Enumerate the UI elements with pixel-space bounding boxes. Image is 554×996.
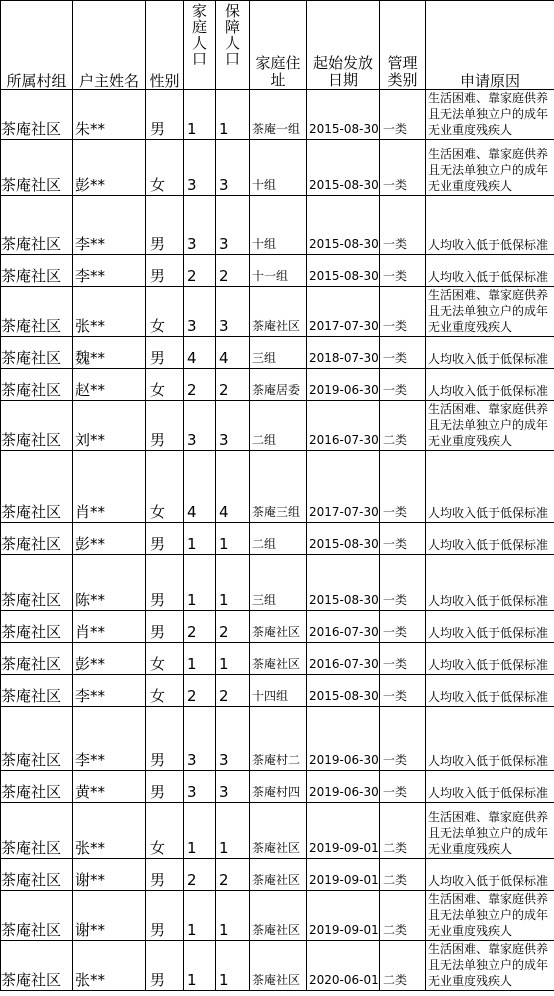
gender-cell: 男 (146, 90, 184, 140)
village-cell: 茶庵社区 (1, 859, 73, 891)
householder-cell: 肖** (73, 611, 146, 643)
table-row (1, 287, 554, 337)
gender-cell: 女 (146, 803, 184, 859)
householder-cell: 魏** (73, 337, 146, 369)
village-cell: 茶庵社区 (1, 523, 73, 555)
header-family-size: 家庭人口 (184, 1, 216, 90)
village-cell: 茶庵社区 (1, 675, 73, 707)
gender-cell: 男 (146, 196, 184, 255)
mgmt-class-cell: 二类 (380, 401, 426, 451)
header-row (1, 1, 554, 90)
start-date-cell: 2015-08-30 (307, 555, 380, 611)
insured-size-cell: 1 (216, 643, 250, 675)
village-cell: 茶庵社区 (1, 255, 73, 287)
family-size-cell: 3 (184, 196, 216, 255)
insured-size-cell: 2 (216, 859, 250, 891)
householder-cell: 彭** (73, 643, 146, 675)
insured-size-cell: 2 (216, 255, 250, 287)
header-mgmt-class: 管理类别 (380, 1, 426, 90)
householder-cell: 谢** (73, 859, 146, 891)
table-row (1, 337, 554, 369)
mgmt-class-cell: 一类 (380, 643, 426, 675)
insured-size-cell: 1 (216, 941, 250, 991)
mgmt-class-cell: 一类 (380, 140, 426, 196)
table-row (1, 859, 554, 891)
householder-cell: 李** (73, 255, 146, 287)
address-cell: 茶庵一组 (250, 90, 307, 140)
gender-cell: 男 (146, 255, 184, 287)
village-cell: 茶庵社区 (1, 611, 73, 643)
address-cell: 十四组 (250, 675, 307, 707)
village-cell: 茶庵社区 (1, 140, 73, 196)
start-date-cell: 2015-08-30 (307, 196, 380, 255)
insured-size-cell: 4 (216, 337, 250, 369)
start-date-cell: 2019-09-01 (307, 859, 380, 891)
mgmt-class-cell: 一类 (380, 287, 426, 337)
address-cell: 二组 (250, 401, 307, 451)
insured-size-cell: 1 (216, 803, 250, 859)
mgmt-class-cell: 一类 (380, 675, 426, 707)
insured-size-cell: 4 (216, 451, 250, 523)
family-size-cell: 2 (184, 611, 216, 643)
table-row (1, 196, 554, 255)
header-reason: 申请原因 (426, 1, 554, 90)
gender-cell: 女 (146, 287, 184, 337)
village-cell: 茶庵社区 (1, 451, 73, 523)
table-row (1, 941, 554, 991)
reason-cell: 人均收入低于低保标准 (426, 337, 554, 369)
village-cell: 茶庵社区 (1, 555, 73, 611)
village-cell: 茶庵社区 (1, 401, 73, 451)
family-size-cell: 2 (184, 859, 216, 891)
insured-size-cell: 3 (216, 140, 250, 196)
reason-cell: 人均收入低于低保标准 (426, 451, 554, 523)
start-date-cell: 2019-06-30 (307, 369, 380, 401)
insured-size-cell: 1 (216, 891, 250, 941)
householder-cell: 彭** (73, 140, 146, 196)
table-row (1, 891, 554, 941)
header-start-date: 起始发放日期 (307, 1, 380, 90)
address-cell: 茶庵社区 (250, 859, 307, 891)
insured-size-cell: 1 (216, 523, 250, 555)
table-row (1, 803, 554, 859)
reason-cell: 生活困难、靠家庭供养且无法单独立户的成年无业重度残疾人 (426, 803, 554, 859)
mgmt-class-cell: 一类 (380, 555, 426, 611)
reason-cell: 人均收入低于低保标准 (426, 643, 554, 675)
address-cell: 十组 (250, 196, 307, 255)
start-date-cell: 2016-07-30 (307, 401, 380, 451)
family-size-cell: 1 (184, 555, 216, 611)
village-cell: 茶庵社区 (1, 369, 73, 401)
table-row (1, 369, 554, 401)
table-row (1, 90, 554, 140)
family-size-cell: 1 (184, 803, 216, 859)
start-date-cell: 2015-08-30 (307, 675, 380, 707)
gender-cell: 男 (146, 555, 184, 611)
reason-cell: 人均收入低于低保标准 (426, 369, 554, 401)
mgmt-class-cell: 一类 (380, 451, 426, 523)
header-village: 所属村组 (1, 1, 73, 90)
header-gender: 性别 (146, 1, 184, 90)
gender-cell: 女 (146, 451, 184, 523)
table-row (1, 611, 554, 643)
address-cell: 十组 (250, 140, 307, 196)
reason-cell: 人均收入低于低保标准 (426, 771, 554, 803)
table-row (1, 643, 554, 675)
family-size-cell: 1 (184, 941, 216, 991)
address-cell: 茶庵社区 (250, 941, 307, 991)
address-cell: 茶庵村二 (250, 707, 307, 771)
table-row (1, 771, 554, 803)
start-date-cell: 2015-08-30 (307, 523, 380, 555)
village-cell: 茶庵社区 (1, 941, 73, 991)
address-cell: 三组 (250, 555, 307, 611)
mgmt-class-cell: 二类 (380, 941, 426, 991)
mgmt-class-cell: 一类 (380, 90, 426, 140)
gender-cell: 女 (146, 643, 184, 675)
table-row (1, 675, 554, 707)
gender-cell: 男 (146, 523, 184, 555)
family-size-cell: 1 (184, 643, 216, 675)
family-size-cell: 1 (184, 891, 216, 941)
reason-cell: 生活困难、靠家庭供养且无法单独立户的成年无业重度残疾人 (426, 891, 554, 941)
header-insured-size: 保障人口 (216, 1, 250, 90)
gender-cell: 女 (146, 675, 184, 707)
mgmt-class-cell: 二类 (380, 859, 426, 891)
mgmt-class-cell: 二类 (380, 803, 426, 859)
table-row (1, 255, 554, 287)
table-row (1, 401, 554, 451)
insured-size-cell: 3 (216, 196, 250, 255)
family-size-cell: 2 (184, 369, 216, 401)
mgmt-class-cell: 一类 (380, 771, 426, 803)
start-date-cell: 2015-08-30 (307, 140, 380, 196)
reason-cell: 生活困难、靠家庭供养且无法单独立户的成年无业重度残疾人 (426, 401, 554, 451)
address-cell: 茶庵社区 (250, 611, 307, 643)
householder-cell: 朱** (73, 90, 146, 140)
family-size-cell: 4 (184, 337, 216, 369)
family-size-cell: 2 (184, 255, 216, 287)
start-date-cell: 2019-09-01 (307, 891, 380, 941)
start-date-cell: 2019-09-01 (307, 803, 380, 859)
village-cell: 茶庵社区 (1, 803, 73, 859)
insured-size-cell: 2 (216, 611, 250, 643)
village-cell: 茶庵社区 (1, 643, 73, 675)
reason-cell: 人均收入低于低保标准 (426, 675, 554, 707)
householder-cell: 张** (73, 287, 146, 337)
insured-size-cell: 3 (216, 707, 250, 771)
mgmt-class-cell: 一类 (380, 255, 426, 287)
family-size-cell: 1 (184, 523, 216, 555)
householder-cell: 彭** (73, 523, 146, 555)
header-householder: 户主姓名 (73, 1, 146, 90)
header-address: 家庭住址 (250, 1, 307, 90)
householder-cell: 李** (73, 707, 146, 771)
address-cell: 茶庵村四 (250, 771, 307, 803)
mgmt-class-cell: 二类 (380, 891, 426, 941)
address-cell: 茶庵三组 (250, 451, 307, 523)
householder-cell: 刘** (73, 401, 146, 451)
gender-cell: 男 (146, 891, 184, 941)
reason-cell: 人均收入低于低保标准 (426, 196, 554, 255)
mgmt-class-cell: 一类 (380, 707, 426, 771)
village-cell: 茶庵社区 (1, 771, 73, 803)
family-size-cell: 2 (184, 675, 216, 707)
start-date-cell: 2019-06-30 (307, 771, 380, 803)
start-date-cell: 2017-07-30 (307, 287, 380, 337)
householder-cell: 李** (73, 196, 146, 255)
mgmt-class-cell: 一类 (380, 196, 426, 255)
table-row (1, 707, 554, 771)
family-size-cell: 3 (184, 287, 216, 337)
address-cell: 茶庵社区 (250, 803, 307, 859)
address-cell: 茶庵社区 (250, 643, 307, 675)
reason-cell: 人均收入低于低保标准 (426, 523, 554, 555)
address-cell: 十一组 (250, 255, 307, 287)
family-size-cell: 3 (184, 140, 216, 196)
reason-cell: 生活困难、靠家庭供养且无法单独立户的成年无业重度残疾人 (426, 941, 554, 991)
family-size-cell: 1 (184, 90, 216, 140)
address-cell: 茶庵居委 (250, 369, 307, 401)
mgmt-class-cell: 一类 (380, 369, 426, 401)
reason-cell: 人均收入低于低保标准 (426, 611, 554, 643)
gender-cell: 女 (146, 140, 184, 196)
table-row (1, 523, 554, 555)
reason-cell: 人均收入低于低保标准 (426, 555, 554, 611)
reason-cell: 生活困难、靠家庭供养且无法单独立户的成年无业重度残疾人 (426, 90, 554, 140)
householder-cell: 黄** (73, 771, 146, 803)
address-cell: 二组 (250, 523, 307, 555)
address-cell: 茶庵社区 (250, 891, 307, 941)
table-row (1, 451, 554, 523)
householder-cell: 肖** (73, 451, 146, 523)
gender-cell: 男 (146, 859, 184, 891)
village-cell: 茶庵社区 (1, 337, 73, 369)
householder-cell: 张** (73, 803, 146, 859)
householder-cell: 李** (73, 675, 146, 707)
reason-cell: 人均收入低于低保标准 (426, 255, 554, 287)
insured-size-cell: 1 (216, 555, 250, 611)
insured-size-cell: 2 (216, 675, 250, 707)
family-size-cell: 3 (184, 401, 216, 451)
village-cell: 茶庵社区 (1, 891, 73, 941)
householder-cell: 张** (73, 941, 146, 991)
start-date-cell: 2017-07-30 (307, 451, 380, 523)
village-cell: 茶庵社区 (1, 196, 73, 255)
gender-cell: 男 (146, 941, 184, 991)
insured-size-cell: 3 (216, 287, 250, 337)
start-date-cell: 2019-06-30 (307, 707, 380, 771)
table-body (1, 90, 554, 991)
family-size-cell: 3 (184, 771, 216, 803)
reason-cell: 人均收入低于低保标准 (426, 707, 554, 771)
mgmt-class-cell: 一类 (380, 611, 426, 643)
village-cell: 茶庵社区 (1, 90, 73, 140)
householder-cell: 谢** (73, 891, 146, 941)
reason-cell: 生活困难、靠家庭供养且无法单独立户的成年无业重度残疾人 (426, 287, 554, 337)
gender-cell: 男 (146, 337, 184, 369)
table-row (1, 140, 554, 196)
start-date-cell: 2018-07-30 (307, 337, 380, 369)
start-date-cell: 2016-07-30 (307, 611, 380, 643)
address-cell: 三组 (250, 337, 307, 369)
householder-cell: 赵** (73, 369, 146, 401)
reason-cell: 生活困难、靠家庭供养且无法单独立户的成年无业重度残疾人 (426, 140, 554, 196)
gender-cell: 男 (146, 611, 184, 643)
start-date-cell: 2015-08-30 (307, 255, 380, 287)
reason-cell: 人均收入低于低保标准 (426, 859, 554, 891)
start-date-cell: 2015-08-30 (307, 90, 380, 140)
gender-cell: 男 (146, 401, 184, 451)
insured-size-cell: 3 (216, 401, 250, 451)
insured-size-cell: 3 (216, 771, 250, 803)
mgmt-class-cell: 一类 (380, 523, 426, 555)
insured-size-cell: 1 (216, 90, 250, 140)
village-cell: 茶庵社区 (1, 707, 73, 771)
householder-cell: 陈** (73, 555, 146, 611)
gender-cell: 女 (146, 369, 184, 401)
village-cell: 茶庵社区 (1, 287, 73, 337)
gender-cell: 男 (146, 771, 184, 803)
table-row (1, 555, 554, 611)
family-size-cell: 4 (184, 451, 216, 523)
family-size-cell: 3 (184, 707, 216, 771)
address-cell: 茶庵社区 (250, 287, 307, 337)
start-date-cell: 2020-06-01 (307, 941, 380, 991)
start-date-cell: 2016-07-30 (307, 643, 380, 675)
insured-size-cell: 2 (216, 369, 250, 401)
mgmt-class-cell: 一类 (380, 337, 426, 369)
gender-cell: 男 (146, 707, 184, 771)
